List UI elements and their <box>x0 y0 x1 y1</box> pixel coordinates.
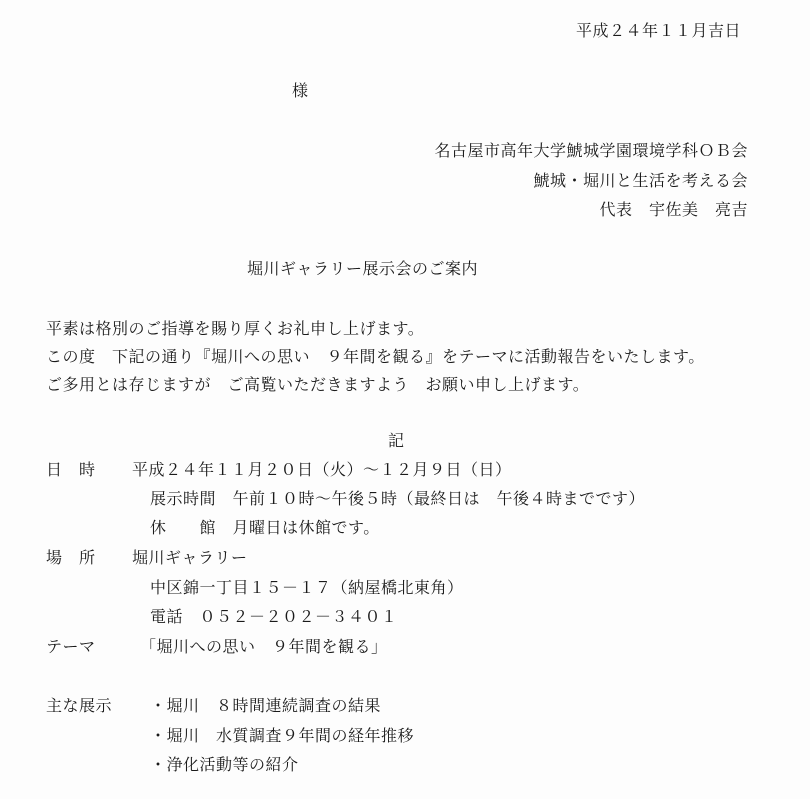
exhibit-item: ・堀川 ８時間連続調査の結果 <box>150 696 382 715</box>
place-address: 中区錦一丁目１５－１７（納屋橋北東角） <box>150 578 464 597</box>
datetime-label: 日 時 <box>46 460 96 479</box>
place-phone: 電話 ０５２－２０２－３４０１ <box>150 607 398 626</box>
recipient-honorific: 様 <box>292 81 309 100</box>
sender-group: 鯱城・堀川と生活を考える会 <box>533 171 748 190</box>
exhibits-label: 主な展示 <box>46 696 113 715</box>
exhibit-item: ・堀川 水質調査９年間の経年推移 <box>150 726 415 745</box>
closed-days: 休 館 月曜日は休館です。 <box>150 518 380 537</box>
datetime-value: 平成２４年１１月２０日（火）～１２月９日（日） <box>132 460 512 479</box>
exhibit-item: ・浄化活動等の紹介 <box>150 755 299 774</box>
document-date: 平成２４年１１月吉日 <box>576 21 742 40</box>
theme-value: 「堀川への思い ９年間を観る」 <box>140 637 388 656</box>
sender-representative: 代表 宇佐美 亮吉 <box>599 200 748 219</box>
exhibition-hours: 展示時間 午前１０時～午後５時（最終日は 午後４時までです） <box>150 489 646 508</box>
sender-organization: 名古屋市高年大学鯱城学園環境学科ＯＢ会 <box>434 141 748 160</box>
body-line: ご多用とは存じますが ご高覧いただきますよう お願い申し上げます。 <box>46 375 590 394</box>
document-title: 堀川ギャラリー展示会のご案内 <box>247 259 479 278</box>
body-line: この度 下記の通り『堀川への思い ９年間を観る』をテーマに活動報告をいたします。 <box>46 347 705 366</box>
place-label: 場 所 <box>46 548 96 567</box>
ki-heading: 記 <box>388 431 405 450</box>
place-name: 堀川ギャラリー <box>132 548 248 567</box>
body-line: 平素は格別のご指導を賜り厚くお礼申し上げます。 <box>46 319 425 338</box>
theme-label: テーマ <box>46 637 96 656</box>
